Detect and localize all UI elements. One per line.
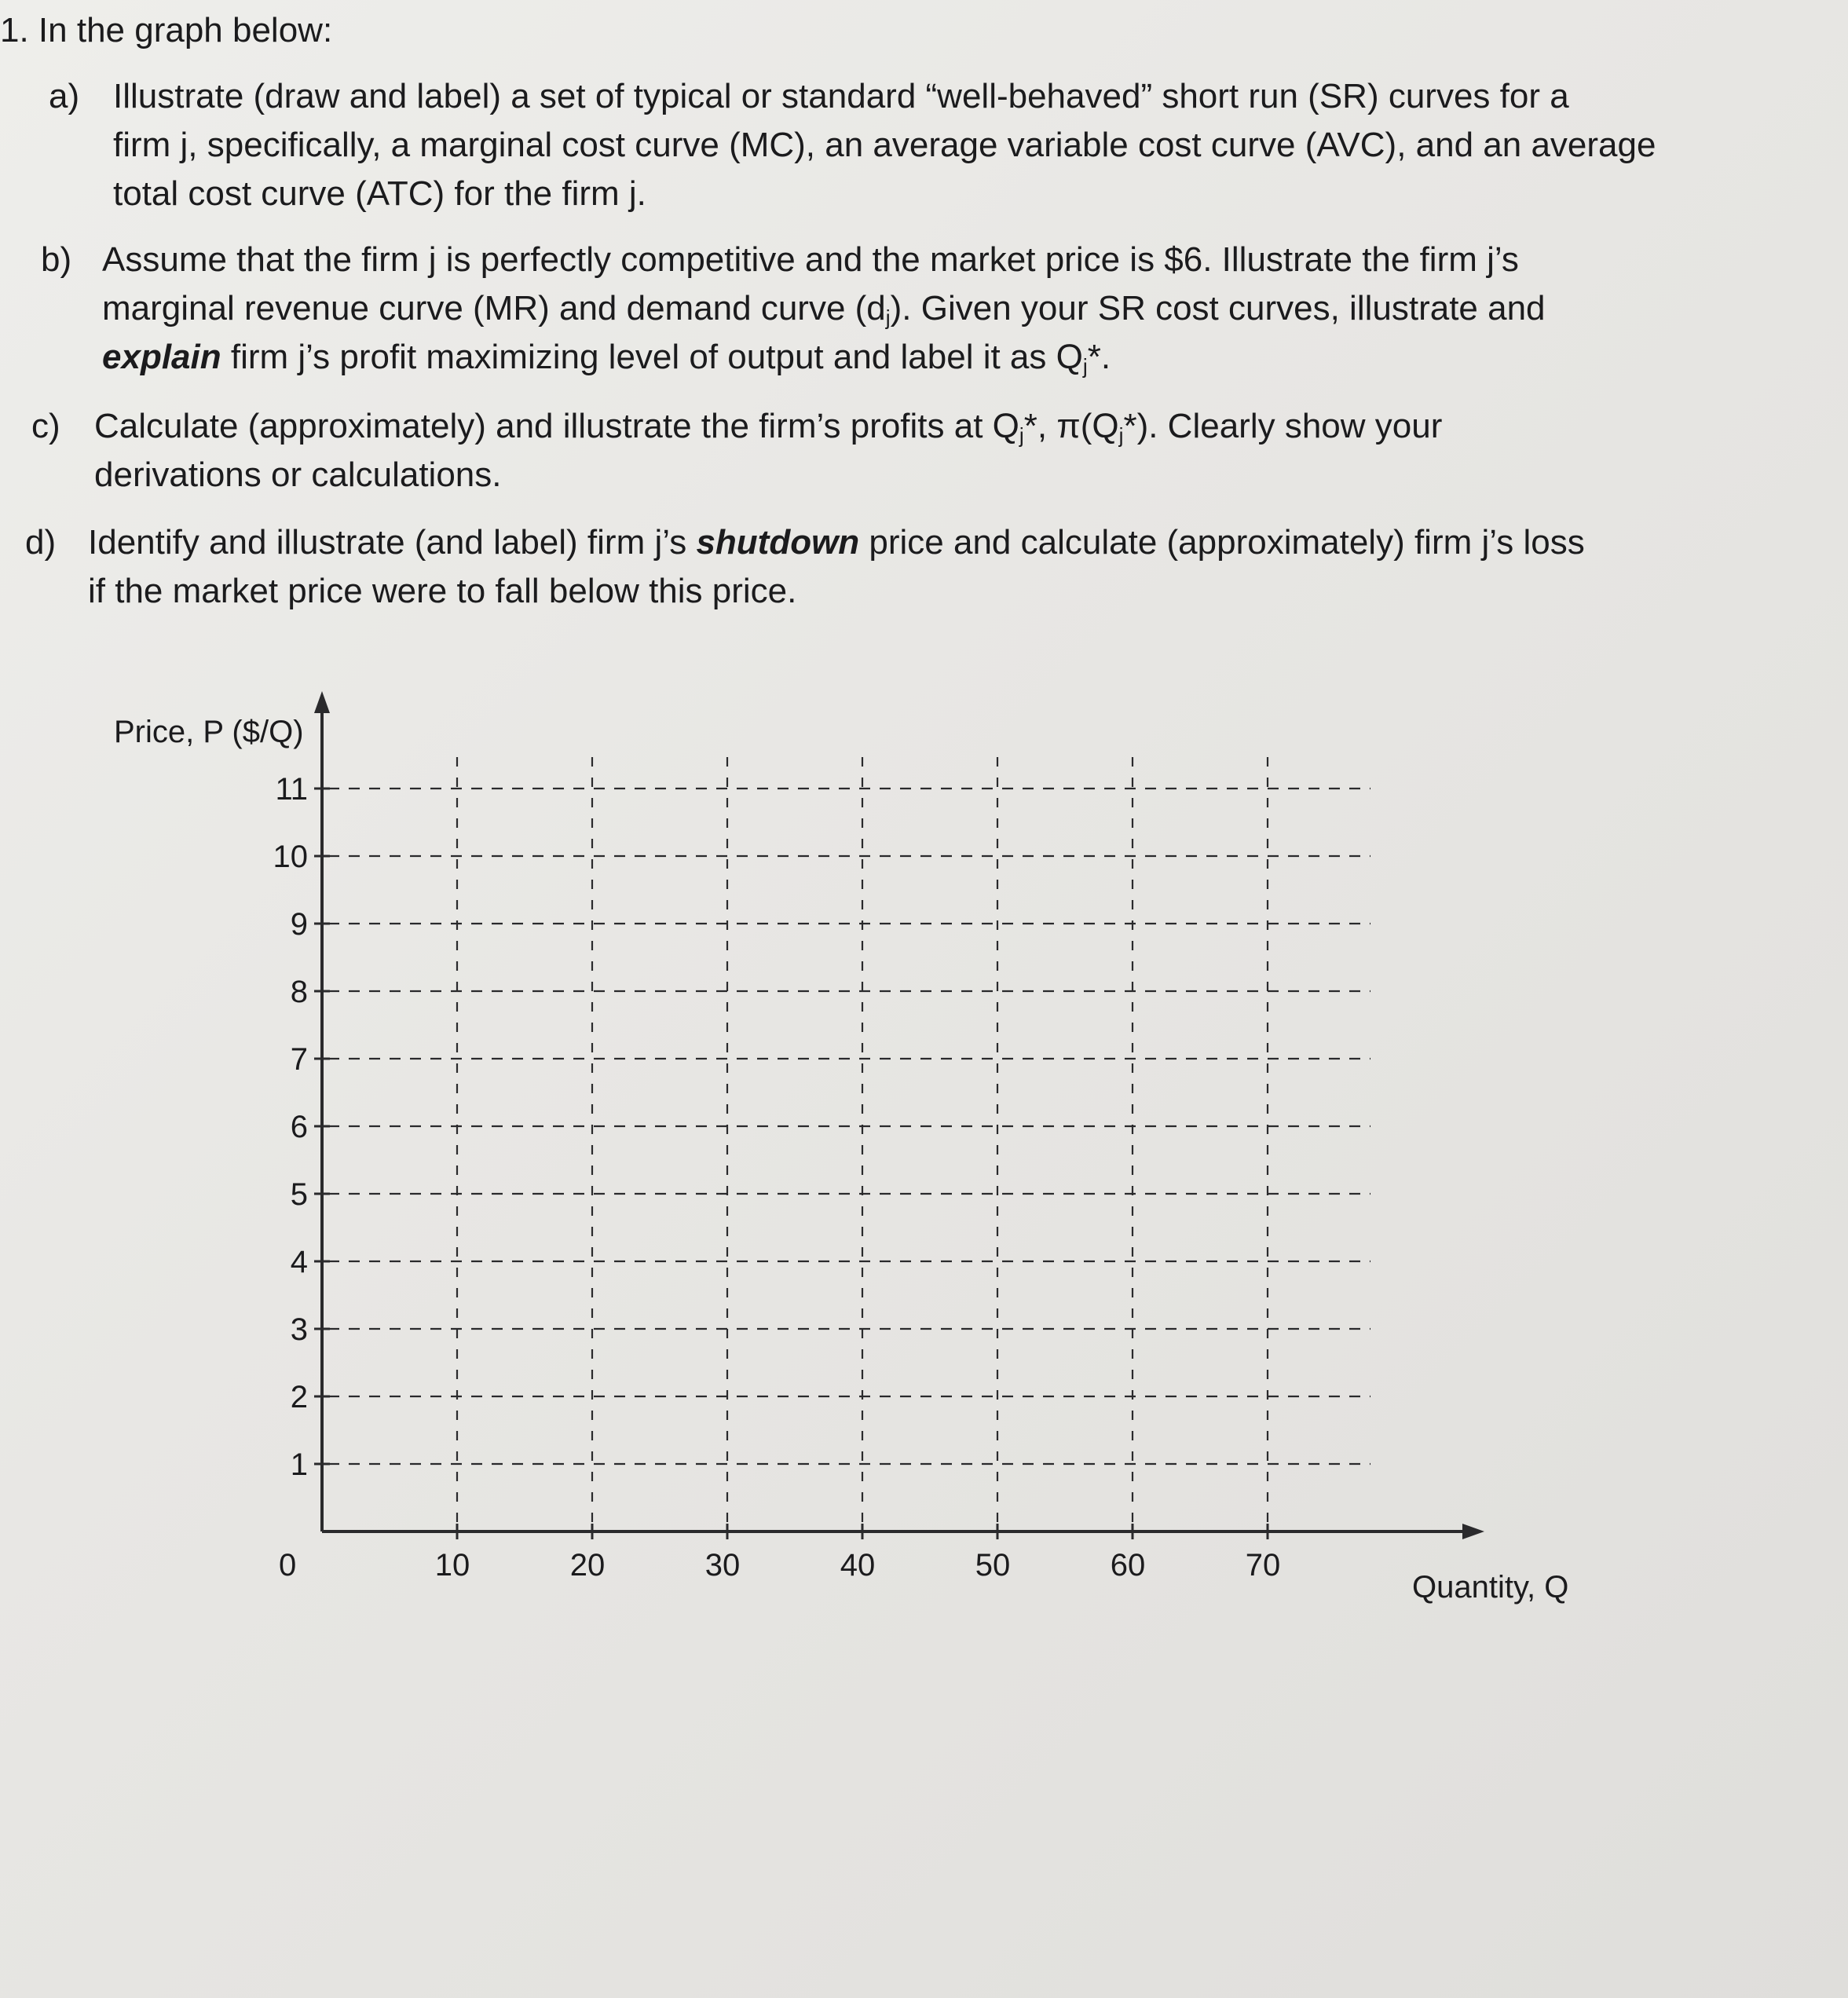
y-tick-label-9: 9 [290, 907, 308, 942]
y-tick-label-3: 3 [290, 1312, 308, 1347]
part-b-line-2: marginal revenue curve (MR) and demand curve $(d_j)$. Given your SR cost curves, illustrate and [102, 289, 1546, 330]
y-tick-label-2: 2 [290, 1380, 308, 1414]
x-tick-label-60: 60 [1110, 1548, 1146, 1583]
y-axis-label: Price, P ($/Q) [114, 715, 304, 749]
y-tick-label-10: 10 [273, 840, 308, 874]
part-b-line-3: explain firm j’s profit maximizing level of output and label it as $Q_j*$. [102, 338, 1111, 379]
x-tick-label-20: 20 [569, 1548, 606, 1583]
y-tick-label-7: 7 [290, 1042, 308, 1077]
y-tick-label-6: 6 [290, 1110, 308, 1144]
part-d-line-2: if the market price were to fall below this price. [88, 572, 797, 610]
part-a-line-2: firm j, specifically, a marginal cost curve (MC), an average variable cost curve (AVC), and an average [113, 126, 1656, 164]
part-c-line-2: derivations or calculations. [94, 456, 502, 494]
axes-layer [314, 691, 1484, 1539]
origin-label: 0 [279, 1548, 297, 1583]
y-tick-label-5: 5 [290, 1177, 308, 1212]
y-axis-arrowhead [314, 691, 330, 713]
part-c-line-1: Calculate (approximately) and illustrate the firm’s profits at $Q_j*$, $\pi(Q_j*)$. Clearly show your [94, 407, 1443, 448]
x-tick-label-10: 10 [434, 1548, 470, 1583]
x-axis-label: Quantity, Q [1412, 1570, 1569, 1605]
x-axis-arrowhead [1462, 1524, 1484, 1539]
grid-layer [328, 757, 1370, 1525]
question-header: 1. In the graph below: [0, 11, 333, 49]
emphasis-shutdown: shutdown [696, 523, 860, 562]
y-tick-label-8: 8 [290, 975, 308, 1009]
part-c-letter: c) [31, 407, 60, 445]
part-a-line-1: Illustrate (draw and label) a set of typical or standard “well-behaved” short run (SR) curves for a [113, 77, 1569, 115]
y-tick-label-4: 4 [290, 1245, 308, 1279]
part-b-letter: b) [41, 240, 72, 279]
x-tick-label-50: 50 [975, 1548, 1011, 1583]
y-tick-label-1: 1 [290, 1447, 308, 1482]
part-d-line-1: Identify and illustrate (and label) firm j’s shutdown price and calculate (approximately) firm j’s loss [88, 523, 1585, 562]
part-d-letter: d) [25, 523, 57, 562]
x-tick-label-70: 70 [1245, 1548, 1281, 1583]
x-tick-label-30: 30 [704, 1548, 741, 1583]
x-tick-label-40: 40 [840, 1548, 876, 1583]
emphasis-explain: explain [102, 338, 221, 376]
y-tick-label-11: 11 [275, 772, 308, 807]
part-a-line-3: total cost curve (ATC) for the firm j. [113, 174, 646, 213]
part-a-letter: a) [49, 77, 80, 115]
part-b-line-1: Assume that the firm j is perfectly competitive and the market price is $6. Illustrate the firm j’s [102, 240, 1519, 279]
label-layer [114, 715, 1568, 1605]
